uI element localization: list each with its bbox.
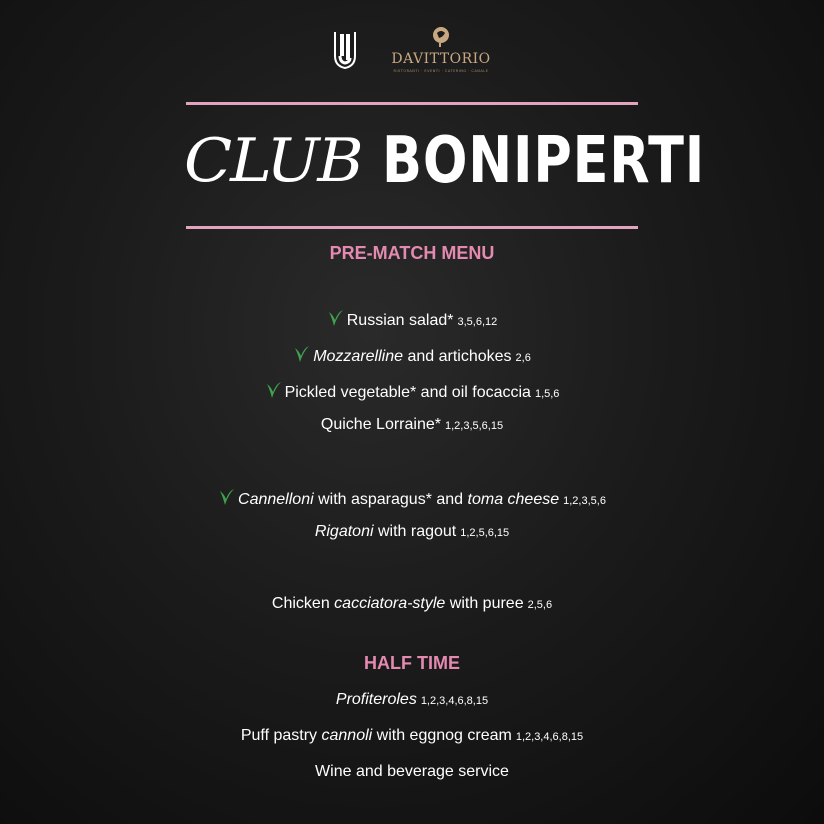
allergen-codes: 3,5,6,12: [457, 316, 498, 328]
menu-item-text: Rigatoni: [314, 523, 374, 540]
menu-item: [0, 380, 824, 402]
davittorio-subtitle: RISTORANTI · EVENTI · CATERING · CANALE: [393, 69, 489, 73]
menu-item-text: with asparagus* and: [313, 491, 468, 508]
menu-item-text: Wine and beverage service: [315, 763, 509, 780]
menu-item: [0, 487, 824, 509]
allergen-codes: 1,2,3,5,6: [563, 495, 606, 507]
allergen-codes: 1,2,3,4,6,8,15: [515, 731, 584, 743]
allergen-codes: 1,2,3,5,6,15: [444, 420, 504, 432]
menu-item-text: Mozzarelline: [313, 348, 403, 365]
davittorio-logo: [386, 26, 496, 76]
menu-item-text: with eggnog cream: [372, 727, 512, 744]
menu-item-text: Cannelloni: [238, 491, 314, 508]
menu-item-text: Quiche Lorraine*: [320, 416, 441, 433]
menu-item-text: and artichokes: [403, 348, 512, 365]
allergen-codes: 2,6: [515, 352, 531, 364]
title-club: CLUB: [184, 126, 362, 196]
vegetarian-leaf-icon: [293, 344, 311, 364]
menu-item: [0, 308, 824, 330]
menu-item-text: Profiteroles: [335, 691, 417, 708]
page-title: [184, 118, 706, 218]
vegetarian-leaf-icon: [265, 380, 283, 400]
allergen-codes: 2,5,6: [527, 599, 553, 611]
juventus-logo-icon: [331, 30, 359, 70]
half-time-title: HALF TIME: [364, 653, 460, 673]
menu-item: [0, 691, 824, 709]
menu-item-text: Chicken: [271, 595, 335, 612]
bottom-divider: [186, 226, 638, 229]
vegetarian-leaf-icon: [218, 487, 236, 507]
title-boniperti: BONIPERTI: [382, 124, 706, 198]
allergen-codes: 1,5,6: [534, 388, 560, 400]
davittorio-emblem-icon: [430, 26, 452, 48]
allergen-codes: 1,2,3,4,6,8,15: [420, 695, 489, 707]
menu-item: [0, 344, 824, 366]
top-divider: [186, 102, 638, 105]
menu-item-text: Puff pastry: [240, 727, 322, 744]
menu-item-text: with ragout: [373, 523, 457, 540]
vegetarian-leaf-icon: [327, 308, 345, 328]
menu-item-text: cannoli: [321, 727, 373, 744]
menu-item: [0, 727, 824, 745]
menu-item-text: Pickled vegetable* and oil focaccia: [284, 384, 531, 401]
menu-item-text: toma cheese: [467, 491, 560, 508]
menu-item: [0, 595, 824, 613]
pre-match-title: PRE-MATCH MENU: [329, 243, 495, 263]
logos: [0, 26, 824, 76]
menu-item-text: cacciatora-style: [334, 595, 446, 612]
menu-item: [0, 416, 824, 434]
menu-item-text: Russian salad*: [346, 312, 454, 329]
menu-item: [0, 763, 824, 781]
allergen-codes: 1,2,5,6,15: [460, 527, 510, 539]
menu-item-text: with puree: [445, 595, 524, 612]
davittorio-name: DAVITTORIO: [391, 51, 491, 67]
menu-item: [0, 523, 824, 541]
